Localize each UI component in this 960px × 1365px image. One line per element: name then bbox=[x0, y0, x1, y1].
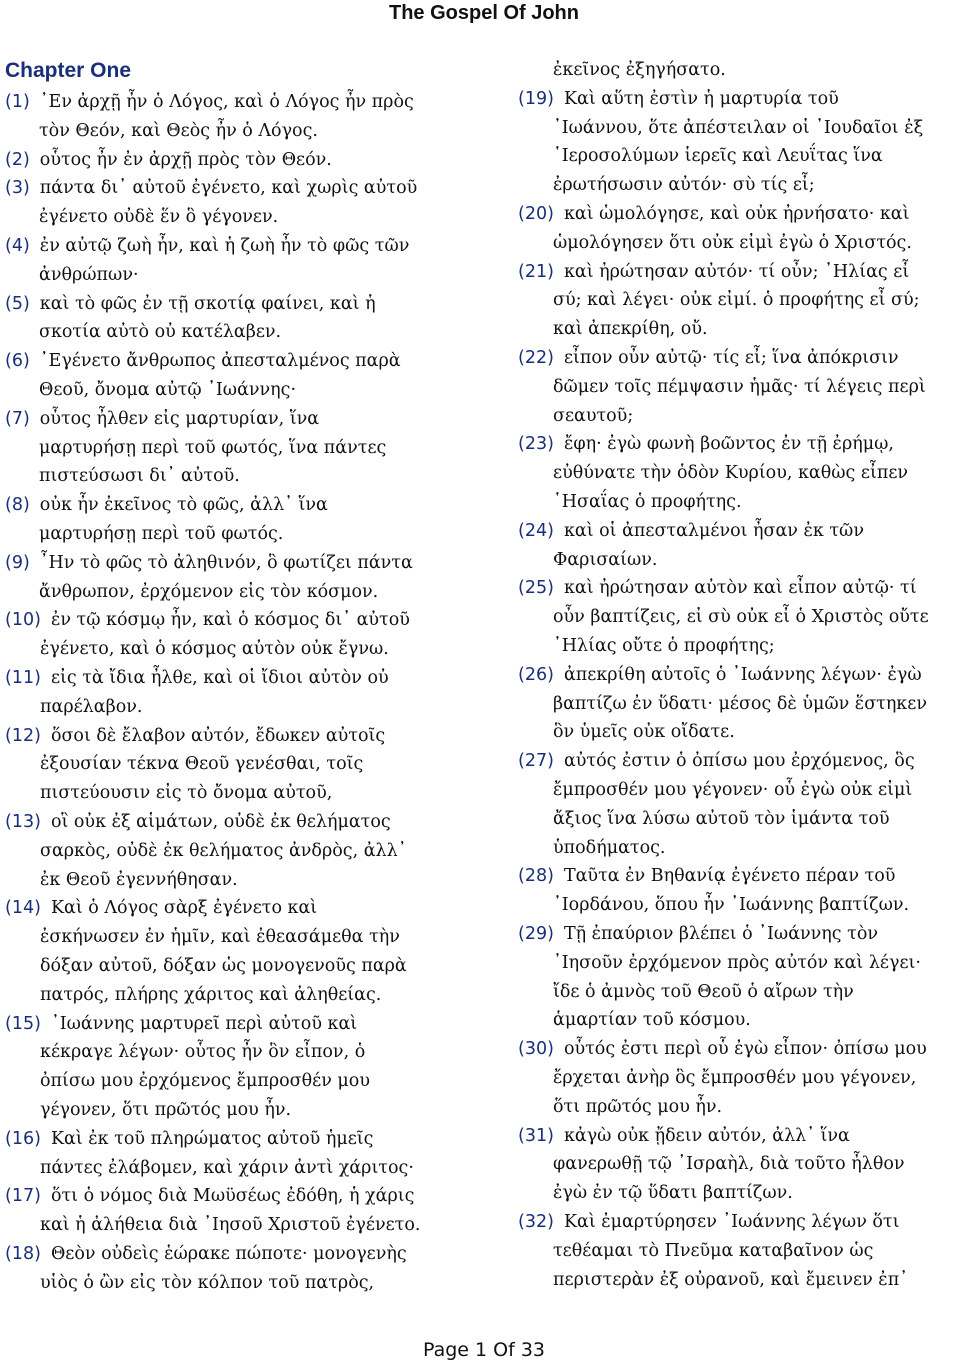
verse-line bbox=[5, 493, 328, 517]
verse-line bbox=[40, 954, 407, 978]
verse-text: ἐσκήνωσεν ἐν ἡμῖν, καὶ ἐθεασάμεθα τὴν bbox=[40, 927, 400, 948]
verse-line bbox=[5, 349, 401, 373]
verse-number: (17) bbox=[5, 1186, 41, 1207]
verse-number: (19) bbox=[518, 88, 554, 109]
verse-number: (14) bbox=[5, 898, 41, 919]
verse-text: ᾿Ηλίας οὔτε ὁ προφήτης; bbox=[553, 636, 775, 656]
verse-line bbox=[5, 551, 413, 575]
verse-line bbox=[5, 896, 317, 920]
verse-line bbox=[518, 519, 864, 543]
verse-line bbox=[40, 1213, 420, 1237]
verse-text: κέκραγε λέγων· οὗτος ἦν ὃν εἶπον, ὁ bbox=[40, 1042, 366, 1063]
verse-text: Θεοῦ, ὄνομα αὐτῷ ᾿Ιωάννης· bbox=[39, 380, 297, 400]
verse-line bbox=[39, 119, 318, 143]
verse-text: οὐκ ἦν ἐκεῖνος τὸ φῶς, ἀλλ᾿ ἵνα bbox=[39, 495, 328, 516]
verse-line bbox=[553, 173, 815, 197]
verse-text: ἀπεκρίθη αὐτοῖς ὁ ᾿Ιωάννης λέγων· ἐγὼ bbox=[563, 664, 922, 685]
verse-number: (6) bbox=[5, 351, 30, 372]
verse-line bbox=[40, 1271, 374, 1295]
verse-line bbox=[40, 1040, 365, 1064]
verse-line bbox=[518, 749, 915, 773]
verse-text: ῾Ιεροσολύμων ἱερεῖς καὶ Λευΐτας ἵνα bbox=[553, 146, 883, 167]
verse-text: ὃν ὑμεῖς οὐκ οἴδατε. bbox=[553, 722, 735, 743]
verse-text: ἁμαρτίαν τοῦ κόσμου. bbox=[553, 1010, 751, 1031]
verse-line bbox=[553, 836, 665, 860]
verse-text: τεθέαμαι τὸ Πνεῦμα καταβαῖνον ὡς bbox=[553, 1240, 874, 1261]
verse-text: Ταῦτα ἐν Βηθανίᾳ ἐγένετο πέραν τοῦ bbox=[563, 866, 896, 887]
verse-line bbox=[40, 1156, 414, 1180]
verse-number: (20) bbox=[518, 204, 554, 224]
verse-line bbox=[553, 1268, 908, 1292]
verse-text: Καὶ αὕτη ἐστὶν ἡ μαρτυρία τοῦ bbox=[563, 88, 839, 109]
verse-text: ἐρωτήσωσιν αὐτόν· σὺ τίς εἶ; bbox=[553, 175, 815, 196]
verse-text: μαρτυρήσῃ περὶ τοῦ φωτός, ἵνα πάντες bbox=[39, 437, 387, 458]
verse-line bbox=[518, 87, 839, 111]
verse-number: (21) bbox=[518, 261, 554, 282]
verse-text: ἐγένετο οὐδὲ ἕν ὃ γέγονεν. bbox=[39, 207, 279, 228]
verse-text: ᾿Ιησοῦν ἐρχόμενον πρὸς αὐτόν καὶ λέγει· bbox=[553, 952, 921, 973]
verse-text: σεαυτοῦ; bbox=[553, 405, 634, 426]
verse-line bbox=[518, 1210, 899, 1234]
verse-line bbox=[40, 752, 363, 776]
document-title: The Gospel Of John bbox=[388, 2, 579, 24]
verse-line bbox=[553, 548, 657, 572]
verse-line bbox=[5, 666, 389, 690]
verse-number: (25) bbox=[518, 578, 554, 599]
verse-line bbox=[553, 461, 908, 485]
verse-text: πάντα δι᾿ αὐτοῦ ἐγένετο, καὶ χωρὶς αὐτοῦ bbox=[39, 178, 418, 199]
verse-line bbox=[518, 663, 922, 687]
verse-text: ὀπίσω μου ἐρχόμενος ἔμπροσθέν μου bbox=[40, 1071, 370, 1092]
verse-text: πιστεύσωσι δι᾿ αὐτοῦ. bbox=[39, 466, 240, 487]
verse-number: (16) bbox=[5, 1128, 41, 1149]
verse-line bbox=[39, 320, 281, 344]
verse-text: πατρός, πλήρης χάριτος καὶ ἀληθείας. bbox=[40, 984, 382, 1005]
verse-text: ἄξιος ἵνα λύσω αὐτοῦ τὸν ἱμάντα τοῦ bbox=[553, 808, 890, 829]
verse-text: ὅτι πρῶτός μου ἦν. bbox=[553, 1096, 723, 1117]
verse-number: (31) bbox=[518, 1125, 554, 1146]
verse-line bbox=[39, 263, 139, 287]
verse-text: ἐγένετο, καὶ ὁ κόσμος αὐτὸν οὐκ ἔγνω. bbox=[40, 639, 389, 660]
verse-text: εἰς τὰ ἴδια ἦλθε, καὶ οἱ ἴδιοι αὐτὸν οὐ bbox=[50, 668, 389, 688]
verse-text: οὗτος ἦλθεν εἰς μαρτυρίαν, ἵνα bbox=[39, 408, 320, 429]
verse-text: ἔρχεται ἀνὴρ ὃς ἔμπροσθέν μου γέγονεν, bbox=[553, 1068, 917, 1088]
verse-text: ἐγὼ ἐν τῷ ὕδατι βαπτίζων. bbox=[553, 1183, 793, 1204]
verse-number: (18) bbox=[5, 1244, 41, 1264]
verse-text: οὗτος ἦν ἐν ἀρχῇ πρὸς τὸν Θεόν. bbox=[39, 149, 332, 170]
verse-text: ἀνθρώπων· bbox=[39, 264, 139, 285]
verse-line bbox=[553, 720, 735, 744]
verse-line bbox=[553, 634, 775, 658]
verse-text: πάντες ἐλάβομεν, καὶ χάριν ἀντὶ χάριτος· bbox=[40, 1157, 414, 1178]
chapter-heading: Chapter One bbox=[5, 59, 132, 82]
verse-text: φανερωθῇ τῷ ᾿Ισραὴλ, διὰ τοῦτο ἦλθον bbox=[553, 1154, 905, 1175]
verse-line bbox=[553, 144, 883, 168]
verse-line bbox=[5, 724, 385, 748]
verse-number: (4) bbox=[5, 236, 30, 256]
verse-line bbox=[553, 980, 854, 1004]
verse-text: αὐτός ἐστιν ὁ ὀπίσω μου ἐρχόμενος, ὃς bbox=[563, 751, 915, 772]
verse-line bbox=[518, 432, 894, 456]
verse-text: ᾿Ιωάννης μαρτυρεῖ περὶ αὐτοῦ καὶ bbox=[50, 1013, 358, 1034]
verse-text: εἶπον οὖν αὐτῷ· τίς εἶ; ἵνα ἀπόκρισιν bbox=[563, 348, 899, 368]
verse-text: Καὶ ὁ Λόγος σὰρξ ἐγένετο καὶ bbox=[50, 898, 318, 919]
verse-line bbox=[39, 436, 386, 460]
verse-line bbox=[553, 288, 920, 312]
verse-text: κἀγὼ οὐκ ᾔδειν αὐτόν, ἀλλ᾿ ἵνα bbox=[563, 1125, 850, 1146]
verse-line bbox=[5, 1012, 357, 1036]
verse-text: δῶμεν τοῖς πέμψασιν ἡμᾶς· τί λέγεις περὶ bbox=[553, 376, 926, 397]
verse-text: ἐκεῖνος ἐξηγήσατο. bbox=[553, 60, 726, 80]
verse-text: ὅτι ὁ νόμος διὰ Μωϋσέως ἐδόθη, ἡ χάρις bbox=[50, 1186, 415, 1207]
verse-line bbox=[553, 692, 927, 716]
verse-line bbox=[40, 925, 400, 949]
verse-text: ὑποδήματος. bbox=[553, 837, 666, 858]
verse-text: Θεὸν οὐδεὶς ἑώρακε πώποτε· μονογενὴς bbox=[50, 1244, 407, 1264]
verse-text: καὶ ὡμολόγησε, καὶ οὐκ ἠρνήσατο· καὶ bbox=[563, 204, 910, 224]
verse-line bbox=[553, 317, 708, 341]
verse-line bbox=[518, 922, 878, 946]
verse-text: οὖν βαπτίζεις, εἰ σὺ οὐκ εἶ ὁ Χριστὸς οὔτε bbox=[553, 607, 929, 628]
verse-line bbox=[5, 176, 417, 200]
verse-text: καὶ οἱ ἀπεσταλμένοι ἦσαν ἐκ τῶν bbox=[563, 520, 864, 541]
verse-line bbox=[518, 346, 899, 370]
verse-number: (10) bbox=[5, 610, 41, 631]
verse-text: ὡμολόγησεν ὅτι οὐκ εἰμὶ ἐγὼ ὁ Χριστός. bbox=[553, 232, 912, 253]
verse-number: (26) bbox=[518, 664, 554, 685]
verse-text: καὶ ἀπεκρίθη, οὔ. bbox=[553, 319, 708, 340]
verse-number: (3) bbox=[5, 178, 30, 199]
verse-number: (13) bbox=[5, 812, 41, 832]
verse-line bbox=[553, 951, 921, 975]
verse-text: τὸν Θεόν, καὶ Θεὸς ἦν ὁ Λόγος. bbox=[39, 120, 318, 141]
verse-number: (28) bbox=[518, 866, 554, 887]
verse-line bbox=[553, 807, 890, 831]
verse-text: βαπτίζω ἐν ὕδατι· μέσος δὲ ὑμῶν ἕστηκεν bbox=[553, 693, 927, 714]
verse-text: ᾿Εν ἀρχῇ ἦν ὁ Λόγος, καὶ ὁ Λόγος ἦν πρὸς bbox=[39, 92, 414, 112]
verse-text: ἐκ Θεοῦ ἐγεννήθησαν. bbox=[40, 869, 238, 890]
verse-text: οὗτός ἐστι περὶ οὗ ἐγὼ εἶπον· ὀπίσω μου bbox=[563, 1039, 927, 1060]
verse-number: (2) bbox=[5, 149, 30, 170]
verse-text: ἐν τῷ κόσμῳ ἦν, καὶ ὁ κόσμος δι᾿ αὐτοῦ bbox=[50, 610, 410, 631]
verse-line bbox=[5, 1242, 407, 1266]
verse-text: σκοτία αὐτὸ οὐ κατέλαβεν. bbox=[39, 322, 282, 343]
verse-number: (1) bbox=[5, 92, 30, 112]
verse-line bbox=[5, 1184, 414, 1208]
verse-line bbox=[39, 378, 296, 402]
verse-line bbox=[518, 1037, 927, 1061]
verse-text: μαρτυρήσῃ περὶ τοῦ φωτός. bbox=[39, 524, 284, 544]
verse-text: Τῇ ἐπαύριον βλέπει ὁ ᾿Ιωάννης τὸν bbox=[563, 924, 878, 944]
verse-line bbox=[40, 1069, 370, 1093]
verse-text: ἐξουσίαν τέκνα Θεοῦ γενέσθαι, τοῖς bbox=[40, 754, 364, 775]
verse-line bbox=[553, 490, 742, 514]
verse-line bbox=[518, 576, 917, 600]
verse-number: (7) bbox=[5, 408, 30, 429]
verse-text: δόξαν αὐτοῦ, δόξαν ὡς μονογενοῦς παρὰ bbox=[40, 956, 407, 976]
verse-line bbox=[518, 260, 909, 284]
verse-text: καὶ ἠρώτησαν αὐτὸν καὶ εἶπον αὐτῷ· τί bbox=[563, 578, 917, 599]
verse-text: σύ; καὶ λέγει· οὐκ εἰμί. ὁ προφήτης εἶ σύ; bbox=[553, 290, 920, 311]
verse-text: ᾿Ιορδάνου, ὅπου ἦν ᾿Ιωάννης βαπτίζων. bbox=[553, 895, 910, 916]
verse-line bbox=[553, 605, 929, 629]
verse-text: Καὶ ἐκ τοῦ πληρώματος αὐτοῦ ἡμεῖς bbox=[50, 1128, 374, 1149]
verse-number: (9) bbox=[5, 552, 30, 573]
verse-line bbox=[5, 234, 409, 258]
verse-line bbox=[553, 893, 909, 917]
verse-text: ᾿Ιωάννου, ὅτε ἀπέστειλαν οἱ ᾿Ιουδαῖοι ἐξ bbox=[553, 117, 924, 138]
verse-number: (12) bbox=[5, 725, 41, 746]
verse-line bbox=[553, 1239, 873, 1263]
verse-line bbox=[39, 205, 278, 229]
verse-line bbox=[553, 375, 926, 399]
verse-line bbox=[5, 407, 319, 431]
verse-text: παρέλαβον. bbox=[40, 696, 143, 717]
verse-line bbox=[518, 1124, 850, 1148]
verse-line bbox=[553, 404, 633, 428]
verse-text: καὶ ἡ ἀλήθεια διὰ ᾿Ιησοῦ Χριστοῦ ἐγένετο. bbox=[40, 1215, 421, 1236]
verse-text: οἳ οὐκ ἐξ αἱμάτων, οὐδὲ ἐκ θελήματος bbox=[50, 812, 391, 832]
verse-line bbox=[553, 58, 726, 82]
verse-number: (32) bbox=[518, 1212, 554, 1232]
verse-number: (22) bbox=[518, 348, 554, 368]
verse-text: ἐν αὐτῷ ζωὴ ἦν, καὶ ἡ ζωὴ ἦν τὸ φῶς τῶν bbox=[39, 236, 410, 256]
verse-text: γέγονεν, ὅτι πρῶτός μου ἦν. bbox=[40, 1100, 292, 1120]
verse-line bbox=[518, 202, 909, 226]
verse-line bbox=[40, 695, 142, 719]
verse-line bbox=[5, 292, 376, 316]
verse-text: ῾Ησαΐας ὁ προφήτης. bbox=[553, 492, 742, 512]
verse-text: ἔφη· ἐγὼ φωνὴ βοῶντος ἐν τῇ ἐρήμῳ, bbox=[563, 434, 894, 455]
verse-line bbox=[5, 608, 410, 632]
verse-line bbox=[39, 464, 240, 488]
verse-text: ὅσοι δὲ ἔλαβον αὐτόν, ἔδωκεν αὐτοῖς bbox=[50, 725, 386, 746]
verse-line bbox=[40, 839, 406, 863]
verse-line bbox=[40, 781, 332, 805]
verse-line bbox=[5, 1127, 373, 1151]
verse-text: ᾿Εγένετο ἄνθρωπος ἀπεσταλμένος παρὰ bbox=[39, 351, 401, 372]
verse-line bbox=[5, 148, 332, 172]
verse-line bbox=[553, 1008, 751, 1032]
verse-number: (29) bbox=[518, 924, 554, 944]
verse-line bbox=[39, 522, 283, 546]
verse-number: (5) bbox=[5, 293, 30, 314]
verse-text: καὶ ἠρώτησαν αὐτόν· τί οὖν; ᾿Ηλίας εἶ bbox=[563, 261, 910, 282]
verse-line bbox=[5, 810, 391, 834]
verse-line bbox=[518, 864, 895, 888]
verse-line bbox=[553, 1152, 905, 1176]
page-number: Page 1 Of 33 bbox=[422, 1339, 546, 1361]
verse-text: υἱὸς ὁ ὢν εἰς τὸν κόλπον τοῦ πατρὸς, bbox=[40, 1272, 375, 1293]
verse-text: σαρκὸς, οὐδὲ ἐκ θελήματος ἀνδρὸς, ἀλλ᾿ bbox=[40, 840, 407, 861]
verse-text: ἔμπροσθέν μου γέγονεν· οὗ ἐγὼ οὐκ εἰμὶ bbox=[553, 780, 913, 800]
verse-text: καὶ τὸ φῶς ἐν τῇ σκοτίᾳ φαίνει, καὶ ἡ bbox=[39, 293, 376, 314]
verse-line bbox=[553, 1181, 793, 1205]
verse-text: περιστερὰν ἐξ οὐρανοῦ, καὶ ἔμεινεν ἐπ᾿ bbox=[553, 1269, 908, 1290]
verse-text: ἴδε ὁ ἀμνὸς τοῦ Θεοῦ ὁ αἴρων τὴν bbox=[553, 981, 854, 1002]
verse-number: (23) bbox=[518, 434, 554, 455]
verse-number: (8) bbox=[5, 495, 30, 516]
verse-line bbox=[553, 116, 923, 140]
verse-line bbox=[40, 1098, 291, 1122]
verse-line bbox=[39, 580, 378, 604]
verse-line bbox=[5, 90, 414, 114]
verse-text: ἄνθρωπον, ἐρχόμενον εἰς τὸν κόσμον. bbox=[39, 581, 379, 602]
verse-line bbox=[40, 868, 238, 892]
verse-line bbox=[553, 1066, 916, 1090]
verse-text: Φαρισαίων. bbox=[553, 549, 658, 570]
verse-number: (30) bbox=[518, 1039, 554, 1060]
verse-text: ῏Ην τὸ φῶς τὸ ἀληθινόν, ὃ φωτίζει πάντα bbox=[39, 552, 413, 573]
verse-line bbox=[40, 637, 389, 661]
verse-line bbox=[553, 778, 912, 802]
verse-number: (15) bbox=[5, 1013, 41, 1034]
verse-line bbox=[553, 1095, 722, 1119]
verse-number: (27) bbox=[518, 751, 554, 772]
verse-number: (24) bbox=[518, 520, 554, 541]
verse-text: εὐθύνατε τὴν ὁδὸν Κυρίου, καθὼς εἶπεν bbox=[553, 463, 909, 484]
verse-line bbox=[40, 983, 381, 1007]
verse-text: Καὶ ἐμαρτύρησεν ᾿Ιωάννης λέγων ὅτι bbox=[563, 1212, 900, 1232]
verse-number: (11) bbox=[5, 668, 41, 688]
verse-line bbox=[553, 231, 912, 255]
verse-text: πιστεύουσιν εἰς τὸ ὄνομα αὐτοῦ, bbox=[40, 783, 333, 804]
